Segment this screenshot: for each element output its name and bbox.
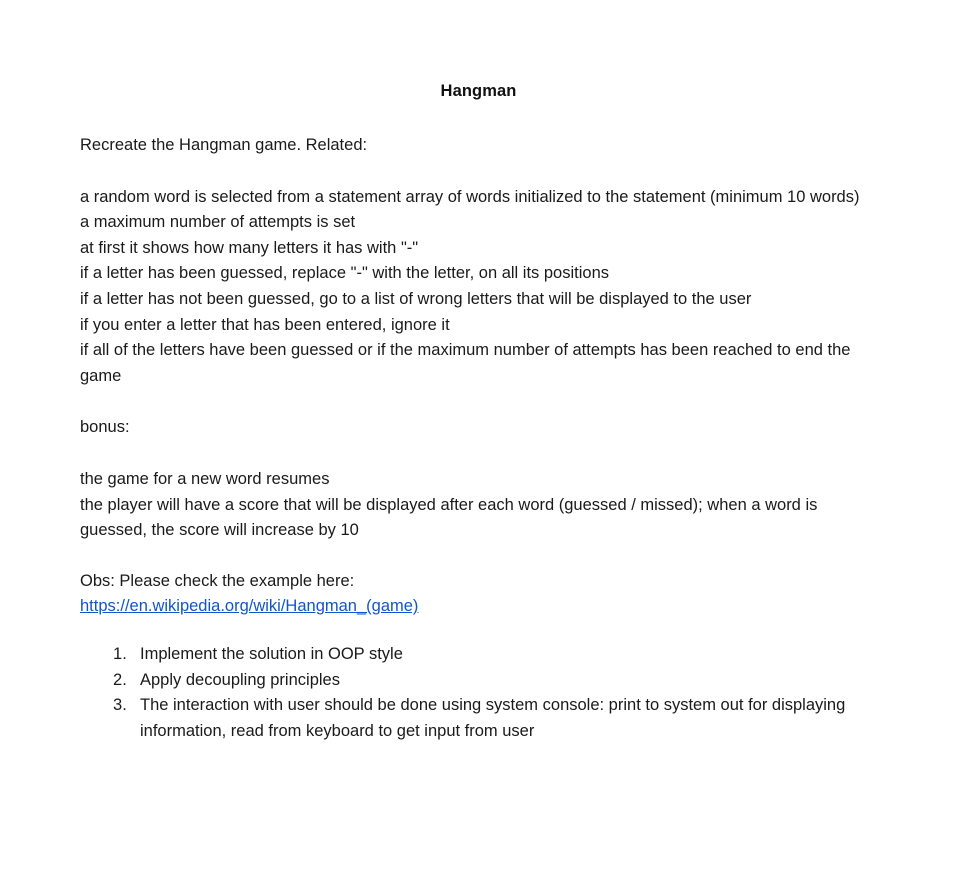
- bonus-paragraph: the game for a new word resumes the player will have a score that will be displayed after each word (guessed / missed); when a word is guessed, the score will increase by 10: [80, 469, 818, 540]
- page-title: Hangman: [440, 82, 517, 100]
- list-item: The interaction with user should be done using system console: print to system out for displaying information, read from keyboard to get input from user: [140, 696, 846, 740]
- requirements-paragraph: a random word is selected from a statement array of words initialized to the statement (minimum 10 words) a maximum number of attempts is set at first it shows how many letters it has with "-" if a letter has been guessed, replace "-" with the letter, on all its positions if a letter has not been guessed, go to a list of wrong letters that will be displayed to the user if you enter a letter that has been entered, ignore it if all of the letters have been guessed or if the maximum number of attempts has been reached to end the game: [80, 187, 860, 385]
- task-list: [80, 620, 900, 744]
- spacer: [80, 389, 900, 415]
- spacer: [80, 544, 900, 569]
- bonus-heading: bonus:: [80, 418, 130, 437]
- wikipedia-hangman-link[interactable]: https://en.wikipedia.org/wiki/Hangman_(game): [80, 597, 419, 616]
- spacer: [80, 159, 900, 185]
- spacer: [80, 441, 900, 467]
- list-item: Apply decoupling principles: [140, 670, 340, 689]
- document-body: [0, 101, 975, 744]
- obs-paragraph: Obs: Please check the example here:: [80, 571, 355, 590]
- intro-paragraph: Recreate the Hangman game. Related:: [80, 136, 368, 154]
- list-item: Implement the solution in OOP style: [140, 644, 403, 663]
